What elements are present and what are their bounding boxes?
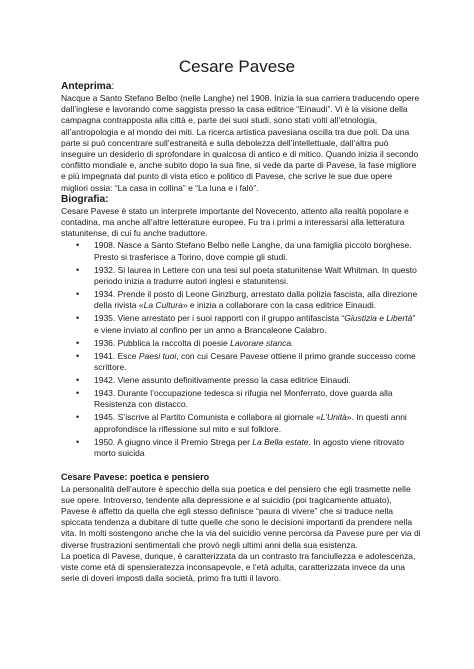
list-item: • 1934. Prende il posto di Leone Ginzburg, arrestato dalla polizia fascista, alla direzione della rivista «La Cultura» e inizia a collaborare con la casa editrice Einaudi. [61, 289, 421, 311]
biografia-list [61, 240, 421, 459]
list-item: • 1935. Viene arrestato per i suoi rapporti con il gruppo antifascista “Giustizia e Libertà” e viene inviato al confino per un anno a Brancaleone Calabro. [61, 313, 421, 335]
section-spacer [61, 461, 421, 472]
biografia-section [61, 194, 421, 459]
list-item: • 1945. S’iscrive al Partito Comunista e collabora al giornale «L’Unità». In questi anni approfondisce la riflessione sul mito e sul folklore. [61, 412, 421, 434]
anteprima-text: Nacque a Santo Stefano Belbo (nelle Langhe) nel 1908. Inizia la sua carriera traducendo opere dall’inglese e lavorando come saggista presso la casa editrice “Einaudi”. Vi è la visione della campagna contrapposta alla città e, parte dei suoi studi, sono stati volti all’etnologia, all’antropologia e al mondo dei miti. La ricerca artistica pavesiana oscilla tra due poli. Da una parte si può concentrare sull’estraneità e sulla debolezza dell’intellettuale, dall’altra può inseguire un desiderio di sprofondare in qualcosa di antico e di mitico. Quando inizia il secondo conflitto mondiale e, anche subito dopo la sua fine, si vede da parte di Pavese, la fase migliore e più impegnata dal punto di vista etico e politico di Pavese, che scrive le sue due opere migliori ossia: “La casa in collina” e “La luna e i falò”. [61, 93, 420, 193]
anteprima-heading [61, 81, 421, 93]
poetica-heading: Cesare Pavese: poetica e pensiero [61, 472, 210, 482]
list-item: • 1950. A giugno vince il Premio Strega per La Bella estate. In agosto viene ritrovato morto suicida [61, 437, 421, 459]
anteprima-heading-colon: : [111, 81, 115, 92]
biografia-intro: Cesare Pavese è stato un interprete importante del Novecento, attento alla realtà popolare e contadina, ma anche all’altre letterature europee. Fu tra i primi a interessarsi alla letteratura statunitense, di cui fu anche traduttore. [61, 205, 409, 239]
list-item: • 1936. Pubblica la raccolta di poesie Lavorare stanca. [61, 338, 421, 349]
poetica-paragraph-2: La poetica di Pavese, dunque, è caratterizzata da un contrasto tra fanciullezza e adolescenza, viste come età di spensieratezza inconsapevole, e l’età adulta, caratterizzata invece da una serie di doveri imposti dalla società, primo fra tutti il lavoro. [61, 550, 416, 584]
list-item: • 1941. Esce Paesi tuoi, con cui Cesare Pavese ottiene il primo grande successo come scrittore. [61, 351, 421, 373]
poetica-paragraph-1: La personalità dell’autore è specchio della sua poetica e del pensiero che egli trasmette nelle sue opere. Introverso, tendente alla depressione e al suicidio (poi tragicamente attuato), Pavese è affetto da quella che egli stesso definisce “paura di vivere” che si traduce nella spiccata tendenza a dubitare di tutte quelle che sono le decisioni importanti da prendere nella vita. In molti sostengono anche che la via del suicidio venne percorsa da Pavese pure per via di diverse frustrazioni sentimentali che provò negli ultimi anni della sua esistenza. [61, 483, 421, 550]
poetica-section [61, 472, 421, 584]
page-title: Cesare Pavese [178, 57, 296, 76]
list-item: • 1942. Viene assunto definitivamente presso la casa editrice Einaudi. [61, 375, 421, 386]
anteprima-heading-label: Anteprima [61, 81, 112, 92]
list-item: • 1932. Si laurea in Lettere con una tesi sul poeta statunitense Walt Whitman. In questo periodo inizia a tradurre autori inglesi e statunitensi. [61, 265, 421, 287]
list-item: • 1908. Nasce a Santo Stefano Belbo nelle Langhe, da una famiglia piccolo borghese. Presto si trasferisce a Torino, dove compie gli studi. [61, 240, 421, 262]
list-item: • 1943. Durante l’occupazione tedesca si rifugia nel Monferrato, dove guarda alla Resistenza con distacco. [61, 388, 421, 410]
anteprima-section [61, 81, 421, 194]
document-body [61, 81, 421, 584]
biografia-heading: Biografia: [61, 193, 109, 205]
